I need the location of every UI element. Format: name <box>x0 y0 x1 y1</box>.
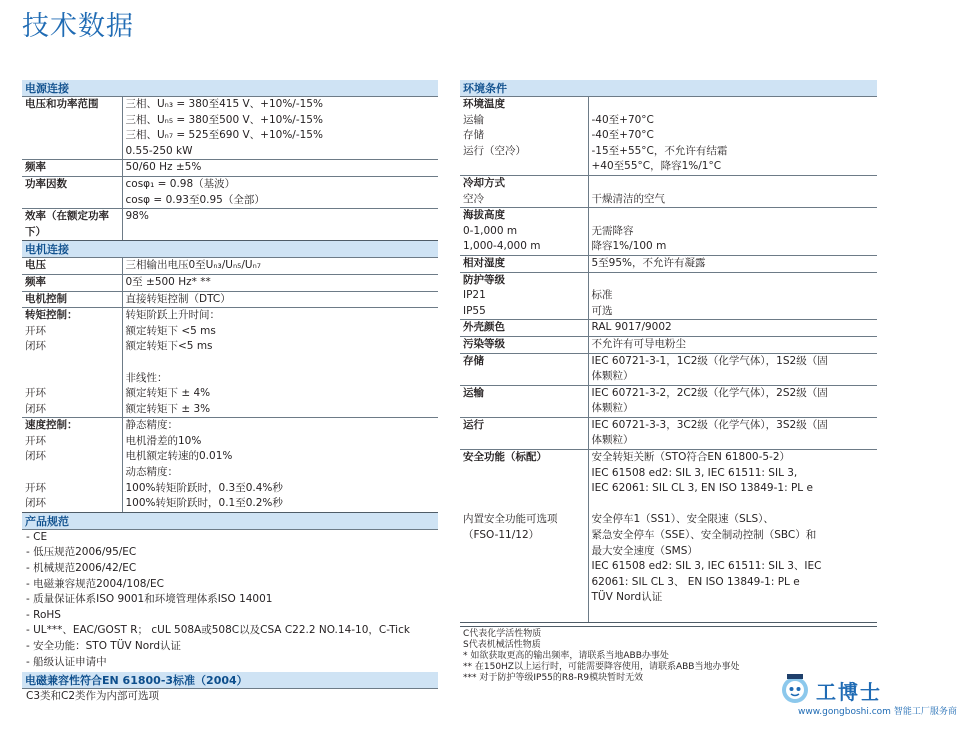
env-row <box>460 320 877 337</box>
power-row <box>22 176 438 208</box>
env-key: 冷却方式 空冷 <box>460 175 588 207</box>
env-row <box>460 208 877 256</box>
section-emc-header: 电磁兼容性符合EN 61800-3标准（2004） <box>22 672 438 689</box>
env-row <box>460 255 877 272</box>
product-spec-item: - 机械规范2006/42/EC <box>26 562 137 575</box>
footnote-item: S代表机械活性物质 <box>463 639 541 650</box>
motor-key: 转矩控制： 开环 闭环 开环 闭环 <box>22 308 122 418</box>
power-value: 50/60 Hz ±5% <box>122 160 438 177</box>
robot-mascot-icon <box>778 672 812 706</box>
motor-value: 静态精度： 电机滑差的10% 电机额定转速的0.01% 动态精度： 100%转矩阶跃时，0.3至0.4%秒 100%转矩阶跃时，0.1至0.2%秒 <box>122 418 438 513</box>
product-spec-item: - 电磁兼容规范2004/108/EC <box>26 577 164 590</box>
section-product-header: 产品规范 <box>22 513 438 530</box>
env-row <box>460 417 877 449</box>
footnote-item: ** 在150HZ以上运行时，可能需要降容使用，请联系ABB当地办事处 <box>463 661 740 672</box>
env-key: 防护等级 IP21 IP55 <box>460 272 588 320</box>
env-key: 海拔高度 0-1,000 m 1,000-4,000 m <box>460 208 588 256</box>
motor-key: 速度控制： 开环 闭环 开环 闭环 <box>22 418 122 513</box>
power-key: 功率因数 <box>22 176 122 208</box>
power-value: cosφ₁ = 0.98（基波） cosφ = 0.93至0.95（全部） <box>122 176 438 208</box>
watermark-logo <box>750 668 957 730</box>
footnote-item: * 如欲获取更高的输出频率，请联系当地ABB办事处 <box>463 650 669 661</box>
power-row <box>22 160 438 177</box>
section-motor-header: 电机连接 <box>22 241 438 258</box>
footnote-item: *** 对于防护等级IP55的R8-R9模块暂时无效 <box>463 672 644 683</box>
power-row <box>22 97 438 160</box>
power-key: 效率（在额定功率下） <box>22 209 122 241</box>
motor-key: 频率 <box>22 274 122 291</box>
product-spec-item: - 低压规范2006/95/EC <box>26 546 137 559</box>
env-row <box>460 450 877 623</box>
section-env-header: 环境条件 <box>460 80 877 97</box>
env-row <box>460 353 877 385</box>
power-table <box>22 97 438 241</box>
motor-row <box>22 258 438 274</box>
env-key: 安全功能（标配） 内置安全功能可选项 （FSO-11/12） <box>460 450 588 623</box>
logo-name: 工博士 <box>816 680 882 704</box>
env-key: 环境温度 运输 存储 运行（空冷） <box>460 97 588 175</box>
env-value: IEC 60721-3-1，1C2级（化学气体），1S2级（固 体颗粒） <box>588 353 877 385</box>
env-key: 相对湿度 <box>460 255 588 272</box>
product-spec-item: - UL***、EAC/GOST R； cUL 508A或508C以及CSA C22.2 NO.14-10，C-Tick <box>26 624 410 637</box>
motor-value: 0至 ±500 Hz* ** <box>122 274 438 291</box>
env-value: IEC 60721-3-2，2C2级（化学气体），2S2级（固 体颗粒） <box>588 385 877 417</box>
motor-key: 电压 <box>22 258 122 274</box>
env-value: 5至95%，不允许有凝露 <box>588 255 877 272</box>
env-value: 无需降容 降容1%/100 m <box>588 208 877 256</box>
motor-row <box>22 308 438 418</box>
power-value: 98% <box>122 209 438 241</box>
env-key: 外壳颜色 <box>460 320 588 337</box>
motor-table <box>22 258 438 513</box>
motor-value: 三相输出电压0至Uₙ₃/Uₙ₅/Uₙ₇ <box>122 258 438 274</box>
section-power-header: 电源连接 <box>22 80 438 97</box>
motor-row <box>22 291 438 308</box>
env-row <box>460 97 877 175</box>
motor-row <box>22 274 438 291</box>
emc-item: C3类和C2类作为内部可选项 <box>26 690 160 703</box>
motor-row <box>22 418 438 513</box>
motor-value: 直接转矩控制（DTC） <box>122 291 438 308</box>
power-row <box>22 209 438 241</box>
emc-list <box>22 689 438 705</box>
env-key: 污染等级 <box>460 336 588 353</box>
power-value: 三相、Uₙ₃ = 380至415 V、+10%/-15% 三相、Uₙ₅ = 380至500 V、+10%/-15% 三相、Uₙ₇ = 525至690 V、+10%/-15% 0.55-250 kW <box>122 97 438 160</box>
product-spec-item: - 船级认证申请中 <box>26 655 107 668</box>
footnote-item: C代表化学活性物质 <box>463 628 542 639</box>
power-key: 频率 <box>22 160 122 177</box>
product-spec-item: - 安全功能：STO TÜV Nord认证 <box>26 640 182 652</box>
env-value: 安全转矩关断（STO符合EN 61800-5-2） IEC 61508 ed2: SIL 3, IEC 61511: SIL 3, IEC 62061: SIL CL 3, EN ISO 13849-1: PL e 安全停车1（SS1）、安全限速（SLS）、 紧急安全停车（SSE）、安全制动控制（SBC）和 最大安全速度（SMS） IEC 61508 ed2: SIL 3, IEC 61511: SIL 3、IEC 62061: SIL CL 3、 EN ISO 13849-1: PL e TÜV Nord认证 <box>588 450 877 623</box>
right-column <box>460 80 877 684</box>
left-column <box>22 80 438 705</box>
env-value: 不允许有可导电粉尘 <box>588 336 877 353</box>
product-spec-list <box>22 530 438 670</box>
env-value: IEC 60721-3-3，3C2级（化学气体），3S2级（固 体颗粒） <box>588 417 877 449</box>
env-row <box>460 272 877 320</box>
product-spec-item: - CE <box>26 530 48 543</box>
env-row <box>460 385 877 417</box>
logo-url: www.gongboshi.com 智能工厂服务商 <box>798 707 957 717</box>
product-spec-item: - 质量保证体系ISO 9001和环境管理体系ISO 14001 <box>26 593 273 606</box>
env-key: 存储 <box>460 353 588 385</box>
env-value: 干燥清洁的空气 <box>588 175 877 207</box>
product-spec-item: - RoHS <box>26 608 61 621</box>
env-table <box>460 97 877 623</box>
motor-key: 电机控制 <box>22 291 122 308</box>
env-key: 运输 <box>460 385 588 417</box>
power-key: 电压和功率范围 <box>22 97 122 160</box>
motor-value: 转矩阶跃上升时间： 额定转矩下 <5 ms 额定转矩下<5 ms 非线性： 额定转矩下 ± 4% 额定转矩下 ± 3% <box>122 308 438 418</box>
page-title: 技术数据 <box>22 11 134 42</box>
env-value: 标准 可选 <box>588 272 877 320</box>
env-row <box>460 175 877 207</box>
env-value: -40至+70°C -40至+70°C -15至+55°C，不允许有结霜 +40至55°C，降容1%/1°C <box>588 97 877 175</box>
env-row <box>460 336 877 353</box>
env-value: RAL 9017/9002 <box>588 320 877 337</box>
env-key: 运行 <box>460 417 588 449</box>
